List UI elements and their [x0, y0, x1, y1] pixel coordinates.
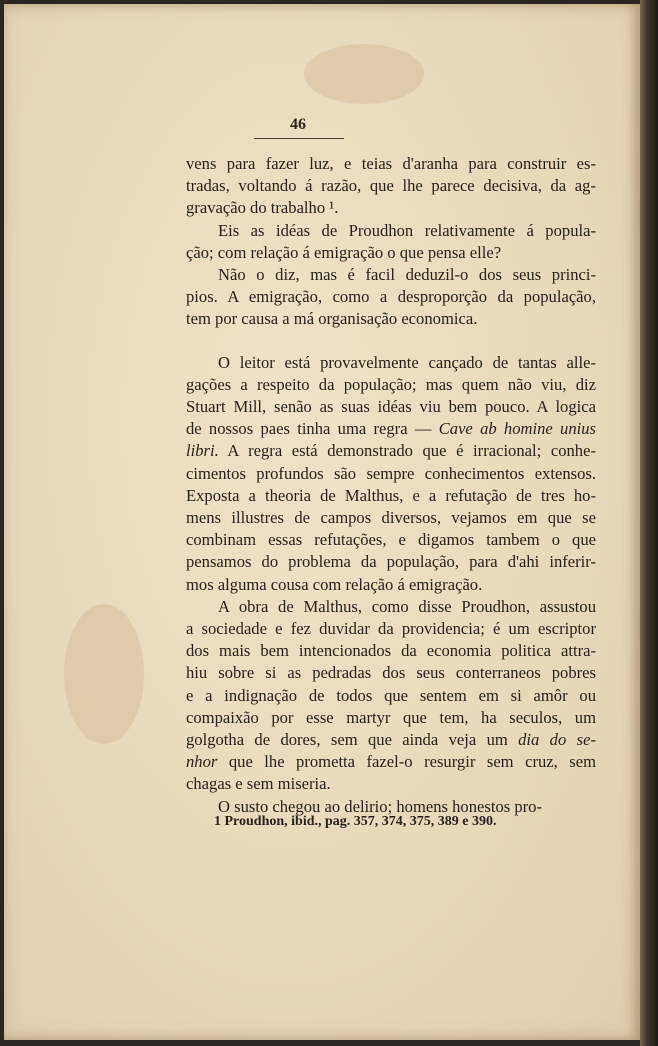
paragraph: [186, 352, 596, 596]
paper-stain: [304, 44, 424, 104]
text-line: pensamos do problema da população, para d'ahi inferir-: [186, 552, 596, 572]
text-line: Stuart Mill, senão as suas idéas viu bem pouco. A logica: [186, 397, 596, 417]
text-line: tem por causa a má organisação economica.: [186, 309, 478, 329]
text-line: gravação do trabalho ¹.: [186, 198, 339, 218]
text-line: de nossos paes tinha uma regra — Cave ab homine unius: [186, 419, 596, 439]
text-line: vens para fazer luz, e teias d'aranha para construir es-: [186, 154, 596, 173]
text-line: Eis as idéas de Proudhon relativamente á popula-: [218, 220, 596, 240]
text-line: hiu sobre si as pedradas dos seus conterraneos pobres: [186, 663, 596, 683]
text-line: dos mais bem intencionados da economia politica attra-: [186, 641, 596, 661]
page-number-rule: [254, 138, 344, 139]
text-line: e a indignação de todos que sentem em si amôr ou: [186, 685, 596, 705]
text-line: O leitor está provavelmente cançado de tantas alle-: [218, 352, 596, 372]
text-line: gações a respeito da população; mas quem não viu, diz: [186, 374, 596, 394]
text-line: ção; com relação á emigração o que pensa elle?: [186, 242, 502, 262]
text-line: mos alguma cousa com relação á emigração.: [186, 574, 483, 594]
paragraph: [186, 596, 596, 796]
paragraph: [186, 220, 596, 264]
text-line: compaixão por esse martyr que tem, ha seculos, um: [186, 707, 596, 727]
text-line: cimentos profundos são sempre conhecimentos extensos.: [186, 463, 596, 483]
text-line: nhor que lhe prometta fazel-o resurgir sem cruz, sem: [186, 752, 596, 772]
text-line: libri. A regra está demonstrado que é irracional; conhe-: [186, 441, 596, 461]
paper-stain: [64, 604, 144, 744]
footnote: 1 Proudhon, ibid., pag. 357, 374, 375, 389 e 390.: [214, 814, 497, 829]
text-line: O susto chegou ao delirio; homens honestos pro-: [218, 796, 542, 816]
text-line: combinam essas refutações, e digamos tambem o que: [186, 530, 596, 550]
text-line: golgotha de dores, sem que ainda veja um dia do se-: [186, 730, 596, 750]
text-line: pios. A emigração, como a desproporção da população,: [186, 287, 596, 307]
text-line: tradas, voltando á razão, que lhe parece decisiva, da ag-: [186, 176, 596, 196]
paragraph: [186, 153, 596, 220]
text-line: A obra de Malthus, como disse Proudhon, assustou: [218, 596, 596, 616]
text-line: a sociedade e fez duvidar da providencia; é um escriptor: [186, 619, 596, 639]
text-line: chagas e sem miseria.: [186, 774, 331, 794]
text-line: mens illustres de campos diversos, vejamos em que se: [186, 508, 596, 528]
body-text: [186, 153, 596, 818]
text-line: Não o diz, mas é facil deduzil-o dos seus princi-: [218, 265, 596, 285]
paragraph-gap: [186, 331, 596, 352]
paragraph: [186, 264, 596, 331]
page-number: 46: [290, 116, 306, 133]
text-line: Exposta a theoria de Malthus, e a refutação de tres ho-: [186, 485, 596, 505]
book-spine: [640, 0, 658, 1046]
